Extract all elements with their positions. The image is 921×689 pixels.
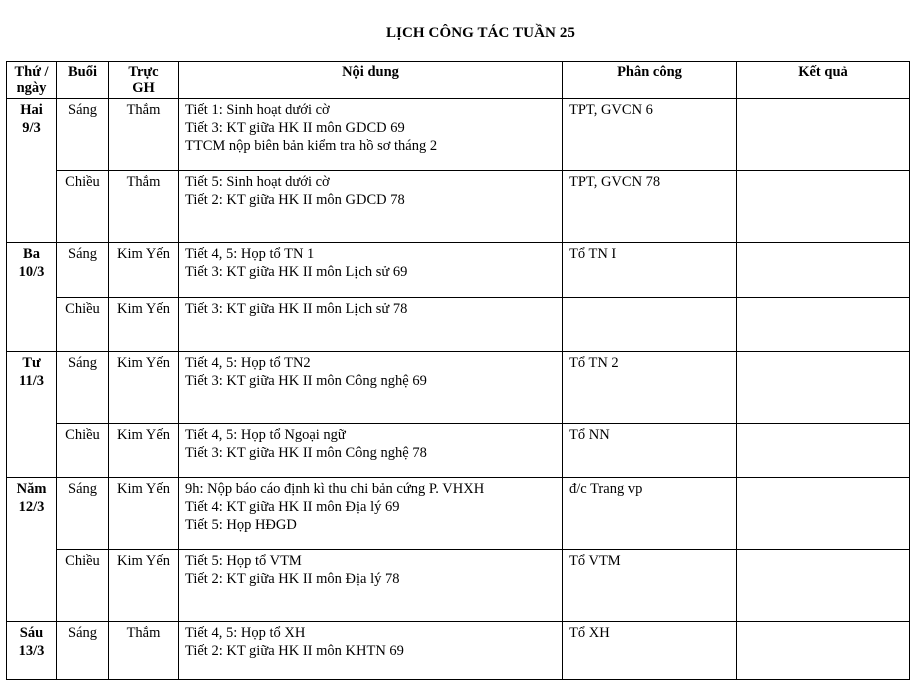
day-cell [7,622,57,680]
assign-cell: đ/c Trang vp [563,478,737,550]
header-result: Kết quả [737,62,910,99]
result-cell [737,171,910,243]
session-cell: Sáng [57,622,109,680]
content-cell [179,171,563,243]
result-cell [737,550,910,622]
content-line: Tiết 3: KT giữa HK II môn GDCD 69 [185,120,405,136]
result-cell [737,243,910,298]
duty-cell: Kim Yến [109,352,179,424]
content-cell [179,478,563,550]
content-cell [179,424,563,478]
header-duty: Trực GH [109,62,179,99]
content-cell [179,622,563,680]
content-line: Tiết 2: KT giữa HK II môn KHTN 69 [185,643,404,659]
header-day: Thứ / ngày [7,62,57,99]
header-content: Nội dung [179,62,563,99]
duty-cell: Kim Yến [109,424,179,478]
assign-cell: Tổ VTM [563,550,737,622]
assign-cell [563,298,737,352]
content-line: Tiết 3: KT giữa HK II môn Công nghệ 69 [185,373,427,389]
assign-cell: Tổ TN 2 [563,352,737,424]
table-row [7,424,910,478]
content-line: Tiết 4, 5: Họp tổ Ngoại ngữ [185,427,346,443]
schedule-table [6,61,910,680]
content-line: Tiết 1: Sinh hoạt dưới cờ [185,102,330,118]
session-cell: Sáng [57,478,109,550]
duty-cell: Kim Yến [109,243,179,298]
table-row [7,99,910,171]
duty-cell: Thắm [109,622,179,680]
duty-cell: Kim Yến [109,478,179,550]
content-cell [179,99,563,171]
content-line: Tiết 2: KT giữa HK II môn Địa lý 78 [185,571,400,587]
content-line: Tiết 5: Họp tổ VTM [185,553,302,569]
content-cell [179,243,563,298]
day-cell [7,352,57,478]
table-row [7,243,910,298]
table-row [7,478,910,550]
content-cell [179,352,563,424]
content-line: Tiết 5: Họp HĐGD [185,517,297,533]
content-line: Tiết 3: KT giữa HK II môn Lịch sử 78 [185,301,408,317]
assign-cell: Tổ NN [563,424,737,478]
content-line: Tiết 4, 5: Họp tổ TN2 [185,355,311,371]
header-session: Buổi [57,62,109,99]
result-cell [737,298,910,352]
header-assign: Phân công [563,62,737,99]
page-title: LỊCH CÔNG TÁC TUẦN 25 [385,25,576,41]
header-row [7,62,910,99]
result-cell [737,622,910,680]
table-row [7,171,910,243]
assign-cell: Tổ TN I [563,243,737,298]
result-cell [737,352,910,424]
day-date: 9/3 [22,120,41,136]
duty-cell: Thắm [109,99,179,171]
table-row [7,298,910,352]
day-name: Ba [23,246,40,262]
table-row [7,550,910,622]
content-line: Tiết 3: KT giữa HK II môn Công nghệ 78 [185,445,427,461]
result-cell [737,478,910,550]
content-line: Tiết 3: KT giữa HK II môn Lịch sử 69 [185,264,408,280]
day-name: Sáu [19,625,44,641]
session-cell: Sáng [57,352,109,424]
duty-cell: Thắm [109,171,179,243]
content-line: Tiết 5: Sinh hoạt dưới cờ [185,174,330,190]
content-line: Tiết 4: KT giữa HK II môn Địa lý 69 [185,499,400,515]
day-name: Tư [22,355,41,371]
content-line: 9h: Nộp báo cáo định kì thu chi bản cứng P. VHXH [185,481,485,497]
day-cell [7,478,57,622]
content-cell [179,298,563,352]
assign-cell: TPT, GVCN 6 [563,99,737,171]
session-cell: Chiều [57,298,109,352]
content-line: TTCM nộp biên bản kiểm tra hồ sơ tháng 2 [185,138,438,154]
session-cell: Chiều [57,550,109,622]
day-cell [7,99,57,243]
day-date: 10/3 [18,264,45,280]
day-date: 12/3 [18,499,45,515]
duty-cell: Kim Yến [109,550,179,622]
assign-cell: TPT, GVCN 78 [563,171,737,243]
content-line: Tiết 4, 5: Họp tổ TN 1 [185,246,315,262]
day-date: 11/3 [19,373,44,389]
assign-cell: Tổ XH [563,622,737,680]
day-name: Năm [16,481,47,497]
session-cell: Sáng [57,99,109,171]
day-name: Hai [20,102,43,118]
day-date: 13/3 [18,643,45,659]
session-cell: Chiều [57,424,109,478]
day-cell [7,243,57,352]
duty-cell: Kim Yến [109,298,179,352]
session-cell: Chiều [57,171,109,243]
table-row [7,622,910,680]
result-cell [737,424,910,478]
content-cell [179,550,563,622]
content-line: Tiết 4, 5: Họp tổ XH [185,625,306,641]
content-line: Tiết 2: KT giữa HK II môn GDCD 78 [185,192,405,208]
session-cell: Sáng [57,243,109,298]
table-row [7,352,910,424]
result-cell [737,99,910,171]
